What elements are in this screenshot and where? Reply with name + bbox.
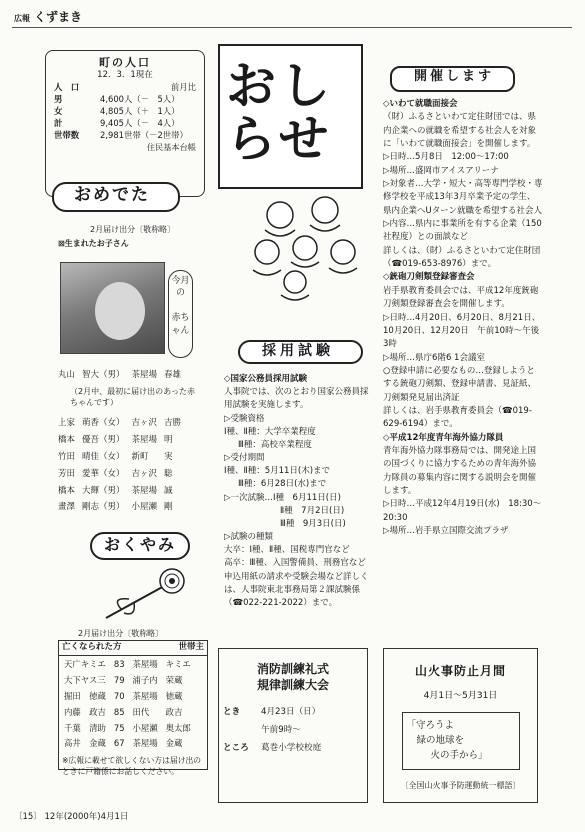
population-date: 12．3．1現在 bbox=[97, 70, 153, 81]
baby-caption: 今月の 赤ちゃん bbox=[168, 270, 193, 358]
table-row: 橋本 大輝（男） 茶屋場 誠 bbox=[58, 485, 173, 496]
wildfire-dates: 4月1日～5月31日 bbox=[423, 690, 498, 701]
table-row: 竹田 晴佳（女） 新町 実 bbox=[58, 451, 173, 462]
events-body: ◇いわて就職面接会 （財）ふるさといわて定住財団では、県内企業への就職を希望する社会人を対象に「いわて就職面接会」を開催します。 ▷日時…5月8日 12:00～17:00 ▷場所…盛岡市アイスアリーナ ▷対象者…大学・短大・高等専門学校・専修学校を平成13年3月卒業予定の学生、県内企業へUターン就職を希望する社会人 ▷内容…県内に事業所を有する企業（150社程度）との面談など 詳しくは、（財）ふるさといわて定住財団（☎019-653-8976）まで。 ◇銃砲刀剣類登録審査会 岩手県教育委員会では、平成12年度銃砲刀剣類登録審査会を開催します。 ▷日時…4月20日、6月20日、8月21日、10月20日、12月20日 午前10時～午後3時 ▷場所…県庁6階6 1会議室 ○登録申請に必要なもの…登録しようとする銃砲刀剣類、登録申請書、見証紙、刀剣類発見届出済証 詳しくは、岩手県教育委員会（☎019-629-6194）まで。 ◇平成12年度青年海外協力隊員 青年海外協力隊事務局では、開発途上国の国づくりに協力するための青年海外協力隊員の募集内容に関する説明会を開催します。 ▷日時…平成12年4月19日(水) 18:30～20:30 ▷場所…岩手県立国際交流プラザ bbox=[383, 99, 543, 536]
table-row: 天广キミエ 83 茶屋場 キミエ bbox=[64, 658, 191, 669]
fire-drill-title: 消防訓練礼式 bbox=[256, 662, 329, 676]
events-title: 開催します bbox=[390, 66, 515, 92]
family-illustration bbox=[245, 190, 365, 315]
table-row: 大下ヤス三 79 浦子内 荣蔵 bbox=[64, 674, 183, 685]
condolence-box bbox=[58, 640, 208, 776]
chrysanthemum-icon bbox=[96, 563, 196, 623]
condolence-list bbox=[59, 656, 196, 754]
population-row: 男 4,600人（－ 5人） bbox=[54, 93, 180, 104]
births-list bbox=[56, 414, 188, 517]
table-row: 畫澤 剛志（男） 小屋瀬 剛 bbox=[58, 502, 173, 513]
featured-note: （2月中、最初に届け出のあった赤ちゃんです） bbox=[70, 387, 196, 407]
population-box bbox=[45, 50, 205, 197]
fire-drill-time: 午前9時～ bbox=[261, 725, 301, 736]
table-row: 千葉 清助 75 小屋瀬 奥太郎 bbox=[64, 722, 191, 733]
masthead-prefix: 広報 bbox=[14, 14, 30, 23]
fire-drill-title-2: 規律訓練大会 bbox=[256, 678, 329, 693]
masthead-rule bbox=[12, 27, 572, 28]
population-source: 住民基本台帳 bbox=[146, 141, 196, 152]
notice-title: おしらせ bbox=[226, 57, 334, 168]
condolence-header: 亡くなられた方 世帯主 bbox=[59, 641, 207, 656]
masthead bbox=[14, 9, 82, 26]
table-row: 上家 萌香（女） 吉ヶ沢 吉勝 bbox=[58, 418, 182, 428]
table-row: 橋本 優吾（男） 茶屋場 明 bbox=[58, 434, 173, 445]
page-footer: 〔15〕 12年(2000年)4月1日 bbox=[14, 812, 129, 822]
population-row: 女 4,805人（＋ 1人） bbox=[54, 105, 180, 116]
fire-drill-when: とき 4月23日（日） bbox=[223, 707, 321, 718]
congrats-intro: 2月届け出分〔敬称略〕 bbox=[90, 225, 176, 234]
baby-face-illustration bbox=[95, 282, 145, 340]
condolence-title: おくやみ bbox=[90, 532, 190, 560]
table-row: 掘田 徳蔵 70 茶屋場 徳蔵 bbox=[64, 690, 183, 701]
population-header: 人 口 前月比 bbox=[54, 81, 196, 92]
population-row: 世帯数 2,981世帯（－2世帯） bbox=[54, 129, 188, 140]
wildfire-slogan: 「守ろうよ 緑の地球を 火の手から」 bbox=[402, 712, 520, 770]
table-row: 丸山 智大（男） 茶屋場 春雄 bbox=[58, 370, 182, 380]
wildfire-title: 山火事防止月間 bbox=[414, 664, 506, 678]
featured-baby bbox=[56, 366, 188, 385]
congrats-title: おめでた bbox=[52, 182, 180, 212]
population-row: 計 9,405人（－ 4人） bbox=[54, 117, 180, 128]
table-row: 芳田 愛華（女） 吉ヶ沢 聡 bbox=[58, 468, 173, 479]
masthead-title: くずまき bbox=[34, 10, 83, 24]
congrats-subhead: ⊠生まれたお子さん bbox=[58, 239, 129, 248]
table-row: 内藤 政吉 85 田代 政吉 bbox=[64, 706, 183, 717]
condolence-footnote: ※広報に載せて欲しくない方は届け出のときに戸籍係にお話しください。 bbox=[62, 756, 202, 776]
saiyo-body: ◇国家公務員採用試験 人事院では、次のとおり国家公務員採用試験を実施します。 ▷受験資格 Ⅰ種、Ⅱ種：大学卒業程度 Ⅲ種：高校卒業程度 ▷受付期間 Ⅰ種、Ⅱ種：5月11日(木)まで Ⅲ種：6月28日(水)まで ▷一次試験…Ⅰ種 6月11日(日) Ⅱ種 7月2日(日) Ⅲ種 9月3日(日) ▷試験の種類 大卒：Ⅰ種、Ⅱ種、国税専門官など 高卒：Ⅲ種、入国警備員、刑務官など申込用紙の請求や受験会場など詳しくは、人事院東北事務局第２課試験係（☎022-221-2022）まで。 bbox=[224, 374, 369, 608]
wildfire-footer: 〔全国山火事予防運動統一標語〕 bbox=[400, 780, 521, 790]
population-title: 町の人口 bbox=[99, 56, 151, 69]
wildfire-box bbox=[383, 648, 538, 803]
saiyo-title: 採用試験 bbox=[238, 340, 363, 364]
table-row: 高井 金蔵 67 茶屋場 金蔵 bbox=[64, 738, 183, 749]
condolence-intro: 2月届け出分〔敬称略〕 bbox=[78, 629, 164, 638]
fire-drill-where: ところ 葛巻小学校校庭 bbox=[223, 743, 322, 754]
fire-drill-box bbox=[218, 648, 368, 803]
